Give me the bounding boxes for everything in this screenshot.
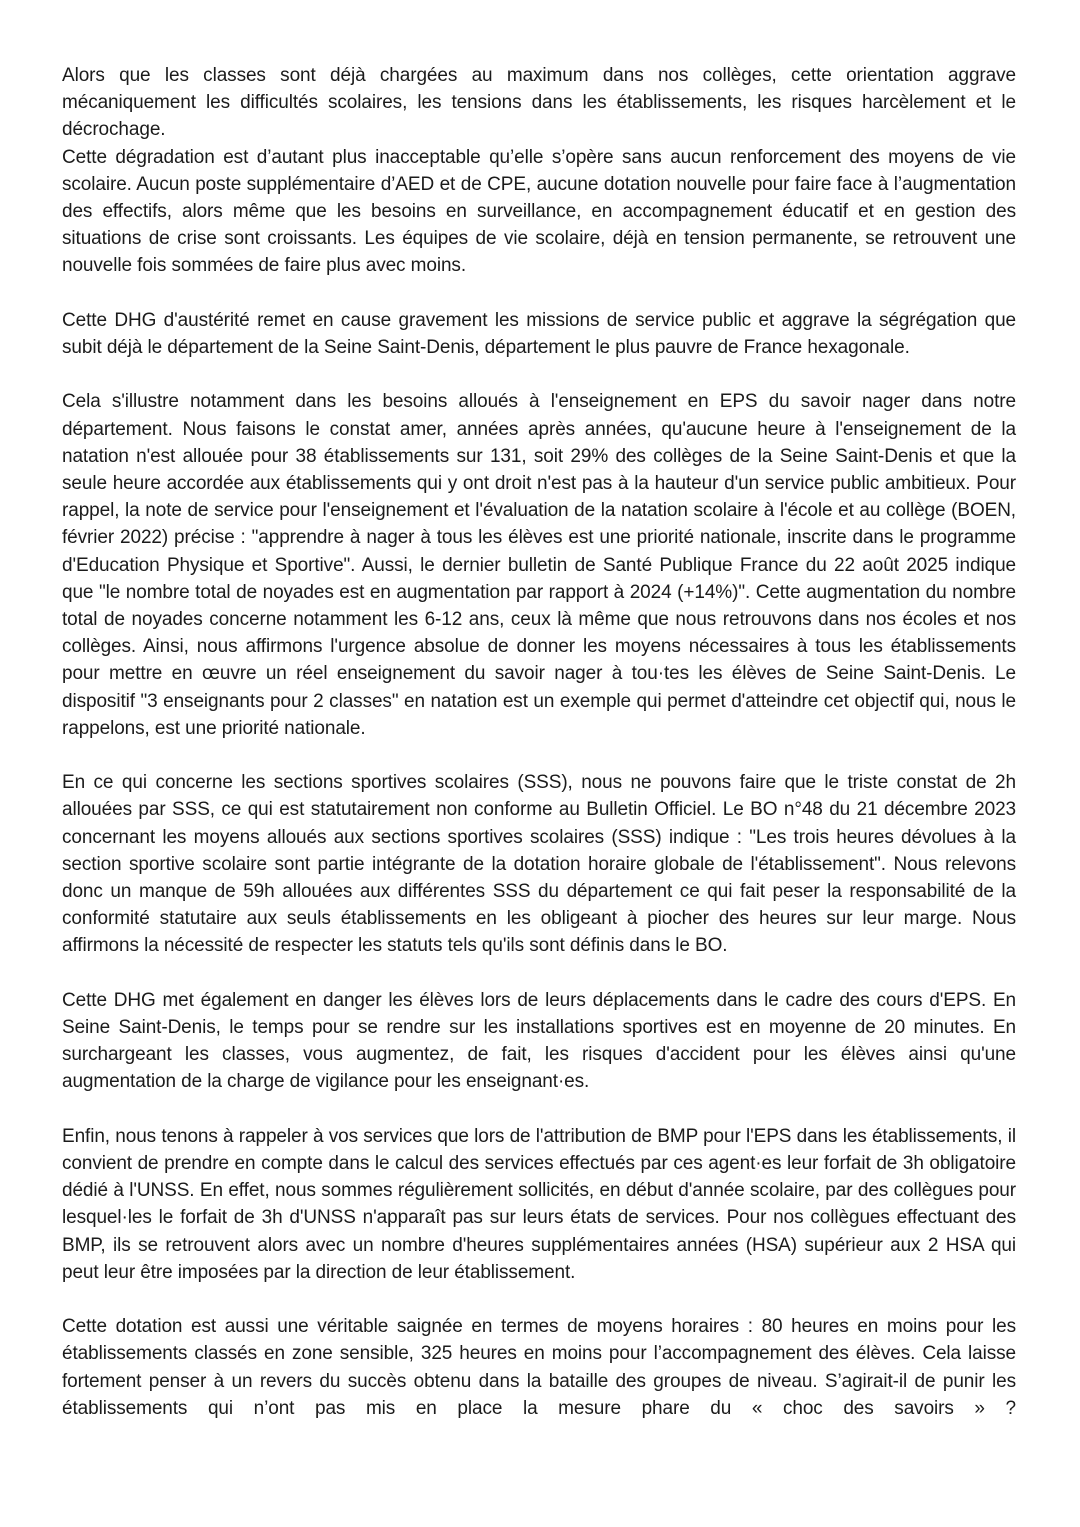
paragraph-vie-scolaire: Cette dégradation est d’autant plus inacceptable qu’elle s’opère sans aucun renforcement des moyens de vie scolaire. Aucun poste supplémentaire d’AED et de CPE, aucune dotation nouvelle pour faire face à l’augmentation des effectifs, alors même que les besoins en surveillance, en accompagnement éducatif et en gestion des situations de crise sont croissants. Les équipes de vie scolaire, déjà en tension permanente, se retrouvent une nouvelle fois sommées de faire plus avec moins.	[62, 146, 1016, 277]
paragraph-deplacements-eps: Cette DHG met également en danger les élèves lors de leurs déplacements dans le cadre des cours d'EPS. En Seine Saint-Denis, le temps pour se rendre sur les installations sportives est en moyenne de 20 minutes. En surchargeant les classes, vous augmentez, de fait, les risques d'accident pour les élèves ainsi qu'une augmentation de la charge de vigilance pour les enseignant·es.	[62, 989, 1016, 1093]
document-body	[62, 62, 1016, 1422]
paragraph-sections-sportives: En ce qui concerne les sections sportives scolaires (SSS), nous ne pouvons faire que le triste constat de 2h allouées par SSS, ce qui est statutairement non conforme au Bulletin Officiel. Le BO n°48 du 21 décembre 2023 concernant les moyens alloués aux sections sportives scolaires (SSS) indique : "Les trois heures dévolues à la section sportive scolaire sont partie intégrante de la dotation horaire globale de l'établissement". Nous relevons donc un manque de 59h allouées aux différentes SSS du département ce qui fait peser la responsabilité de la conformité statutaire aux seuls établissements en les obligeant à piocher des heures sur leur marge. Nous affirmons la nécessité de respecter les statuts tels qu'ils sont définis dans le BO.	[62, 772, 1016, 957]
paragraph-moyens-horaires: Cette dotation est aussi une véritable saignée en termes de moyens horaires : 80 heures en moins pour les établissements classés en zone sensible, 325 heures en moins pour l’accompagnement des élèves. Cela laisse fortement penser à un revers du succès obtenu dans la bataille des groupes de niveau. S’agirait-il de punir les établissements qui n’ont pas mis en place la mesure phare du « choc des savoirs » ?	[62, 1316, 1016, 1419]
paragraph-bmp-unss: Enfin, nous tenons à rappeler à vos services que lors de l'attribution de BMP pour l'EPS dans les établissements, il convient de prendre en compte dans le calcul des services effectués par ces agent·es leur forfait de 3h obligatoire dédié à l'UNSS. En effet, nous sommes régulièrement sollicités, en début d'année scolaire, par des collègues pour lesquel·les le forfait de 3h d'UNSS n'apparaît pas sur leurs états de services. Pour nos collègues effectuant des BMP, ils se retrouvent alors avec un nombre d'heures supplémentaires années (HSA) supérieur aux 2 HSA qui peut leur être imposées par la direction de leur établissement.	[62, 1125, 1016, 1283]
paragraph-savoir-nager: Cela s'illustre notamment dans les besoins alloués à l'enseignement en EPS du savoir nager dans notre département. Nous faisons le constat amer, années après années, qu'aucune heure à l'enseignement de la natation n'est allouée pour 38 établissements sur 131, soit 29% des collèges de la Seine Saint-Denis et que la seule heure accordée aux établissements qui y ont droit n'est pas à la hauteur d'un service public ambitieux. Pour rappel, la note de service pour l'enseignement et l'évaluation de la natation scolaire à l'école et au collège (BOEN, février 2022) précise : "apprendre à nager à tous les élèves est une priorité nationale, inscrite dans le programme d'Education Physique et Sportive". Aussi, le dernier bulletin de Santé Publique France du 22 août 2025 indique que "le nombre total de noyades est en augmentation par rapport à 2024 (+14%)". Cette augmentation du nombre total de noyades concerne notamment les 6-12 ans, ceux là même que nous retrouvons dans nos écoles et nos collèges. Ainsi, nous affirmons l'urgence absolue de donner les moyens nécessaires à tous les établissements pour mettre en œuvre un réel enseignement du savoir nager à tou·tes les élèves de Seine Saint-Denis. Le dispositif "3 enseignants pour 2 classes" en natation est un exemple qui permet d'atteindre cet objectif qui, nous le rappelons, est une priorité nationale.	[62, 391, 1016, 739]
paragraph-overload-classes: Alors que les classes sont déjà chargées au maximum dans nos collèges, cette orientation aggrave mécaniquement les difficultés scolaires, les tensions dans les établissements, les risques harcèlement et le décrochage.	[62, 65, 1016, 141]
paragraph-dhg-austerite: Cette DHG d'austérité remet en cause gravement les missions de service public et aggrave la ségrégation que subit déjà le département de la Seine Saint-Denis, département le plus pauvre de France hexagonale.	[62, 309, 1016, 359]
